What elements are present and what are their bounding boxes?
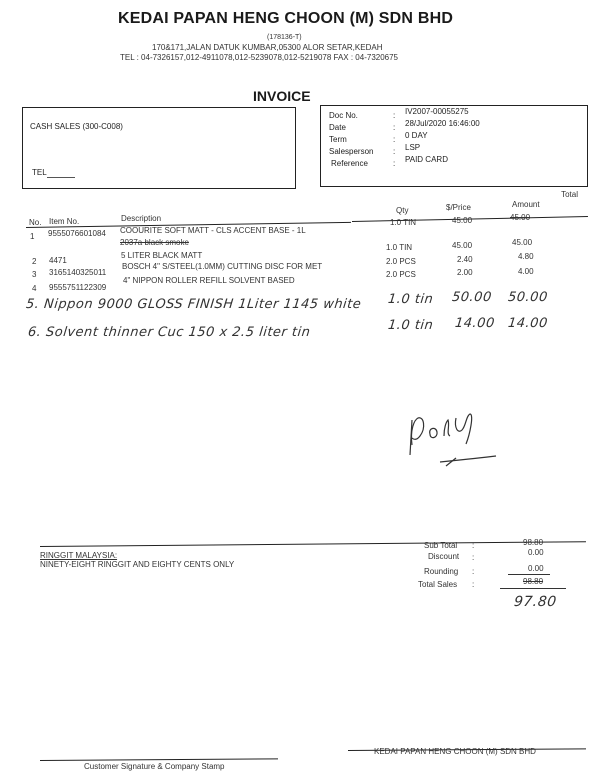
customer-tel-label: TEL [32,168,47,177]
col-description: Description [121,214,162,223]
tel-line [47,177,75,178]
customer-signature-label: Customer Signature & Company Stamp [84,762,225,771]
row-item-no: 4471 [49,256,67,265]
row-qty: 1.0 TIN [390,218,417,227]
ringgit-words: NINETY-EIGHT RINGGIT AND EIGHTY CENTS ONLY [40,560,235,569]
discount-value: 0.00 [528,548,544,557]
docinfo-label-1: Date [329,123,346,132]
handwritten-qty: 1.0 tin [387,292,435,307]
total-bottom-rule [500,588,566,589]
handwritten-qty: 1.0 tin [387,318,435,333]
document-title: INVOICE [253,88,311,104]
docinfo-value-0: IV2007-00055275 [405,107,469,116]
col-item-no: Item No. [49,217,80,226]
row-item-no: 9555076601084 [48,229,106,238]
row-amount: 45.00 [512,238,533,247]
row-no: 3 [32,270,37,279]
handwritten-price: 50.00 [451,290,493,305]
row-amount: 45.00 [510,213,531,222]
registration-number: (178136-T) [267,34,302,41]
discount-label: Discount [428,552,460,561]
company-signature-label: KEDAI PAPAN HENG CHOON (M) SDN BHD [374,747,536,756]
company-phone: TEL : 04-7326157,012-4911078,012-5239078,012-5219078 FAX : 04-7320675 [120,53,399,62]
row-no: 2 [32,257,37,266]
docinfo-sep-0: : [393,111,396,120]
total-top-rule [508,574,550,575]
row-price: 2.00 [457,268,473,277]
customer-name: CASH SALES (300-C008) [30,122,123,131]
customer-sign-line [40,758,278,761]
row-item-no: 9555751122309 [49,283,107,292]
row-qty: 2.0 PCS [386,257,416,266]
row-description-line2: 2037a black smoke [120,238,189,247]
handwritten-description: 5. Nippon 9000 GLOSS FINISH 1Liter 1145 white [25,297,363,312]
col-no: No. [29,218,42,227]
rounding-label: Rounding [424,567,459,576]
company-address: 170&171,JALAN DATUK KUMBAR,05300 ALOR SETAR,KEDAH [152,43,383,52]
customer-box [22,107,296,189]
docinfo-sep-3: : [393,147,396,156]
docinfo-value-3: LSP [405,143,421,152]
row-description: 4" NIPPON ROLLER REFILL SOLVENT BASED [123,276,295,285]
docinfo-value-4: PAID CARD [405,155,448,164]
docinfo-box [320,105,588,187]
discount-sep: : [472,553,475,562]
footer-divider [40,541,586,547]
row-amount: 4.80 [518,252,534,261]
docinfo-sep-4: : [393,159,396,168]
handwritten-price: 14.00 [454,316,496,331]
docinfo-label-0: Doc No. [329,111,358,120]
row-no: 1 [30,232,35,241]
docinfo-sep-2: : [393,135,396,144]
col-qty: Qty [396,206,409,215]
row-amount: 4.00 [518,267,534,276]
col-total-line2: Amount [512,200,540,209]
rounding-value: 0.00 [528,564,544,573]
docinfo-label-2: Term [329,135,347,144]
col-price: $/Price [446,203,471,212]
total-sales-sep: : [472,580,475,589]
handwritten-signature [400,400,510,475]
docinfo-value-2: 0 DAY [405,131,428,140]
handwritten-amount: 50.00 [507,290,549,305]
handwritten-total: 97.80 [513,594,558,610]
row-description: 5 LITER BLACK MATT [121,251,203,260]
row-price: 2.40 [457,255,473,264]
company-name: KEDAI PAPAN HENG CHOON (M) SDN BHD [118,10,454,27]
ringgit-label: RINGGIT MALAYSIA: [40,551,118,560]
row-price: 45.00 [452,216,473,225]
row-description: BOSCH 4" S/STEEL(1.0MM) CUTTING DISC FOR MET [122,262,323,271]
docinfo-label-4: Reference [331,159,368,168]
docinfo-sep-1: : [393,123,396,132]
col-total-line1: Total [561,190,578,199]
handwritten-description: 6. Solvent thinner Cuc 150 x 2.5 liter tin [27,325,312,340]
subtotal-label: Sub Total [424,541,458,550]
total-sales-label: Total Sales [418,580,458,589]
total-sales-value: 98.80 [523,577,544,586]
row-item-no: 3165140325011 [49,268,107,277]
subtotal-value: 98.80 [523,538,544,547]
docinfo-value-1: 28/Jul/2020 16:46:00 [405,119,480,128]
row-price: 45.00 [452,241,473,250]
row-no: 4 [32,284,37,293]
row-qty: 2.0 PCS [386,270,416,279]
docinfo-label-3: Salesperson [329,147,374,156]
subtotal-sep: : [472,541,475,550]
handwritten-amount: 14.00 [507,316,549,331]
rounding-sep: : [472,567,475,576]
row-description: COOURITE SOFT MATT - CLS ACCENT BASE - 1L [120,226,306,235]
row-qty: 1.0 TIN [386,243,413,252]
